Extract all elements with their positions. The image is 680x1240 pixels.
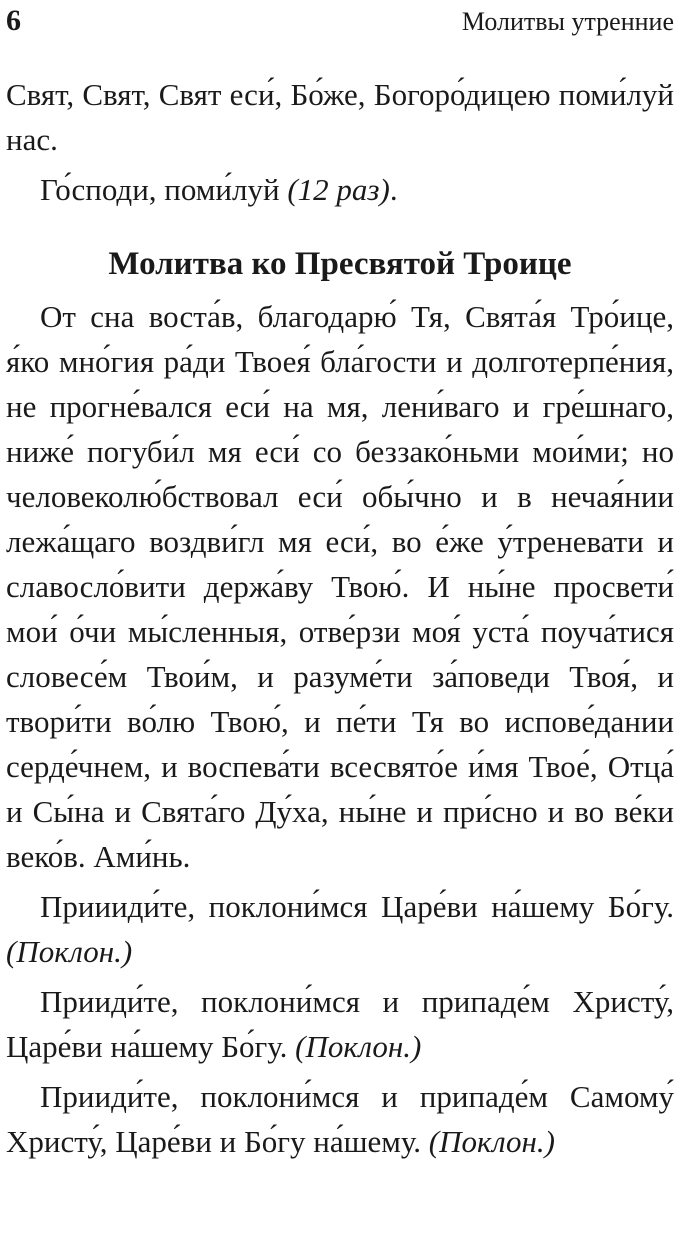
trisagion-paragraph: Свят, Свят, Свят еси́, Бо́же, Богоро́дицею поми́луй нас. — [6, 77, 674, 157]
lord-have-mercy-paragraph — [6, 167, 674, 212]
page-number: 6 — [6, 4, 21, 37]
page-body — [6, 72, 674, 1169]
verse-1-text: Приииди́те, поклони́мся Царе́ви на́шему Бо́гу. — [40, 889, 674, 924]
running-head — [6, 4, 674, 40]
running-title: Молитвы утренние — [461, 7, 674, 36]
trinity-prayer-paragraph: От сна воста́в, благодарю́ Тя, Свята́я Тро́ице, я́ко мно́гия ра́ди Твоея́ бла́гости и долготерпе́ния, не прогне́вался еси́ на мя, лени́ваго и гре́шнаго, ниже́ погуби́л мя еси́ со беззако́ньми мои́ми; но человеколю́бствовал еси́ обы́чно и в нечая́нии лежа́щаго воздви́гл мя еси́, во е́же у́треневати и славосло́вити держа́ву Твою́. И ны́не просвети́ мои́ о́чи мы́сленныя, отве́рзи моя́ уста́ поуча́тися словесе́м Твои́м, и разуме́ти за́поведи Твоя́, и твори́ти во́лю Твою́, и пе́ти Тя во испове́дании серде́чнем, и воспева́ти всесвято́е и́мя Твое́, Отца́ и Сы́на и Свята́го Ду́ха, ны́не и при́сно и во ве́ки веко́в. Ами́нь. — [6, 299, 674, 874]
paragraph-end-punct: . — [389, 172, 398, 207]
verse-3-paragraph — [6, 1074, 674, 1164]
verse-2-text: Прииди́те, поклони́мся и припаде́м Христу́, Царе́ви на́шему Бо́гу. — [6, 984, 674, 1064]
lord-have-mercy-text: Го́споди, поми́луй — [40, 172, 280, 207]
section-heading: Молитва ко Пресвятой Троице — [108, 246, 572, 282]
rubric-twelve-times: (12 раз) — [287, 172, 390, 207]
verse-2-paragraph — [6, 979, 674, 1069]
verse-2-rubric: (Поклон.) — [295, 1029, 422, 1064]
verse-3-text: Прииди́те, поклони́мся и припаде́м Самому́ Христу́, Царе́ви и Бо́гу на́шему. — [6, 1079, 674, 1159]
verse-1-rubric: (Поклон.) — [6, 934, 133, 969]
verse-3-rubric: (Поклон.) — [428, 1124, 555, 1159]
verse-1-paragraph — [6, 884, 674, 974]
